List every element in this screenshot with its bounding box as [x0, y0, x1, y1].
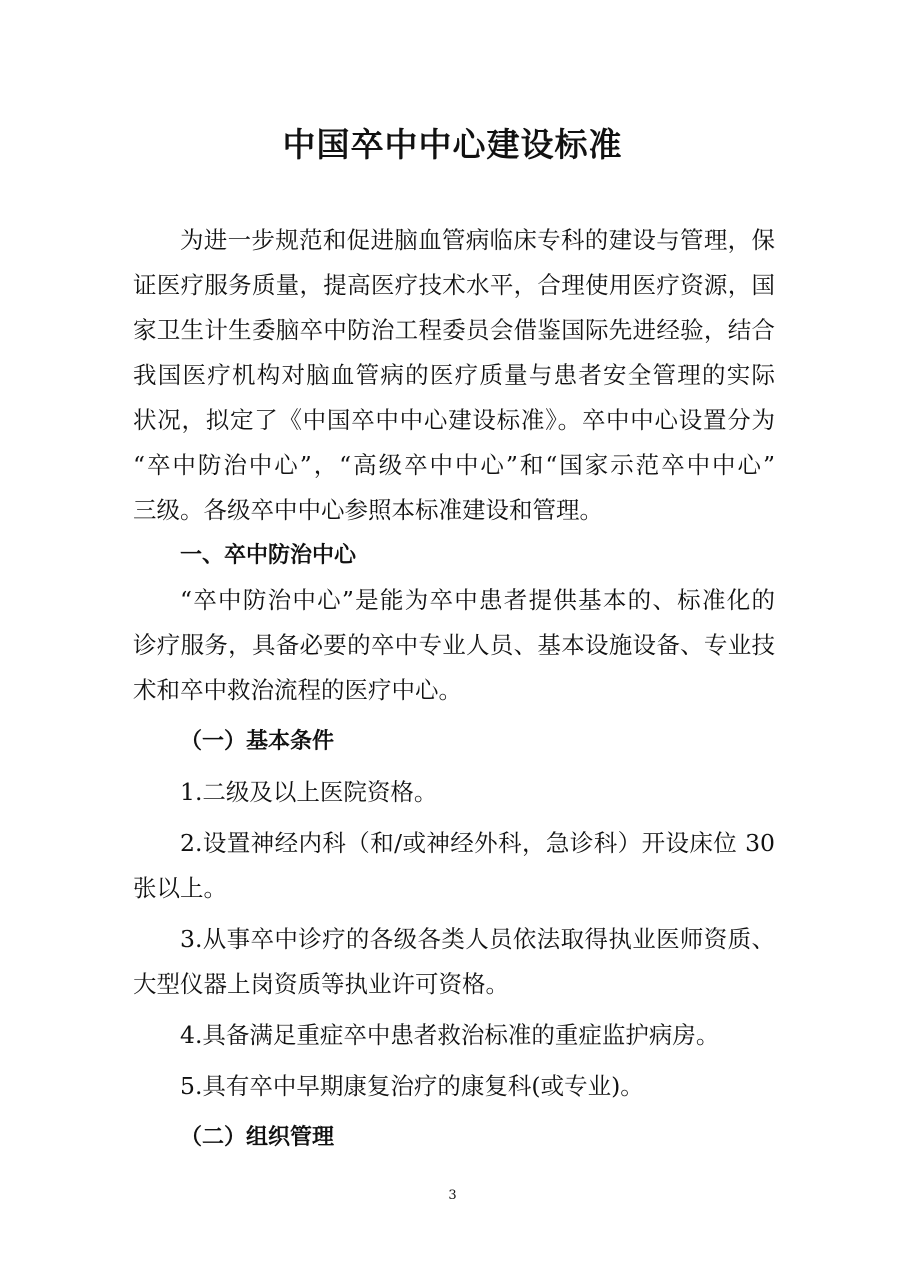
section-line: 诊疗服务，具备必要的卒中专业人员、基本设施设备、专业技 [133, 631, 775, 659]
intro-line: 我国医疗机构对脑血管病的医疗质量与患者安全管理的实际 [133, 361, 775, 389]
section-line: 术和卒中救治流程的医疗中心。 [133, 676, 462, 704]
intro-line: 状况，拟定了《中国卒中中心建设标准》。卒中中心设置分为 [133, 406, 775, 434]
section-paragraph [133, 578, 775, 713]
intro-line: 为进一步规范和促进脑血管病临床专科的建设与管理，保 [180, 226, 775, 254]
document-title: 中国卒中中心建设标准 [282, 125, 623, 164]
intro-line: “卒中防治中心”，“高级卒中中心”和“国家示范卒中中心” [133, 451, 775, 479]
intro-line: 证医疗服务质量，提高医疗技术水平，合理使用医疗资源，国 [133, 271, 775, 299]
list-item-line: 2.设置神经内科（和/或神经外科，急诊科）开设床位 30 [180, 829, 775, 857]
list-item-line: 大型仪器上岗资质等执业许可资格。 [133, 970, 509, 998]
page-number: 3 [448, 1188, 457, 1203]
document-body [133, 218, 775, 1160]
intro-line: 三级。各级卒中中心参照本标准建设和管理。 [133, 496, 603, 524]
section-line: “卒中防治中心”是能为卒中患者提供基本的、标准化的 [180, 586, 775, 614]
list-item: 1.二级及以上医院资格。 [180, 778, 438, 806]
subsection-heading: （一）基本条件 [180, 729, 335, 754]
section-heading: 一、卒中防治中心 [180, 543, 357, 568]
intro-paragraph [133, 218, 775, 533]
list-item: 4.具备满足重症卒中患者救治标准的重症监护病房。 [180, 1021, 720, 1049]
list-item [133, 821, 775, 911]
list-item [133, 917, 775, 1007]
list-item: 5.具有卒中早期康复治疗的康复科(或专业)。 [180, 1072, 644, 1100]
list-item-line: 3.从事卒中诊疗的各级各类人员依法取得执业医师资质、 [180, 925, 775, 953]
subsection-heading: （二）组织管理 [180, 1125, 335, 1150]
intro-line: 家卫生计生委脑卒中防治工程委员会借鉴国际先进经验，结合 [133, 316, 775, 344]
list-item-line: 张以上。 [133, 874, 227, 902]
